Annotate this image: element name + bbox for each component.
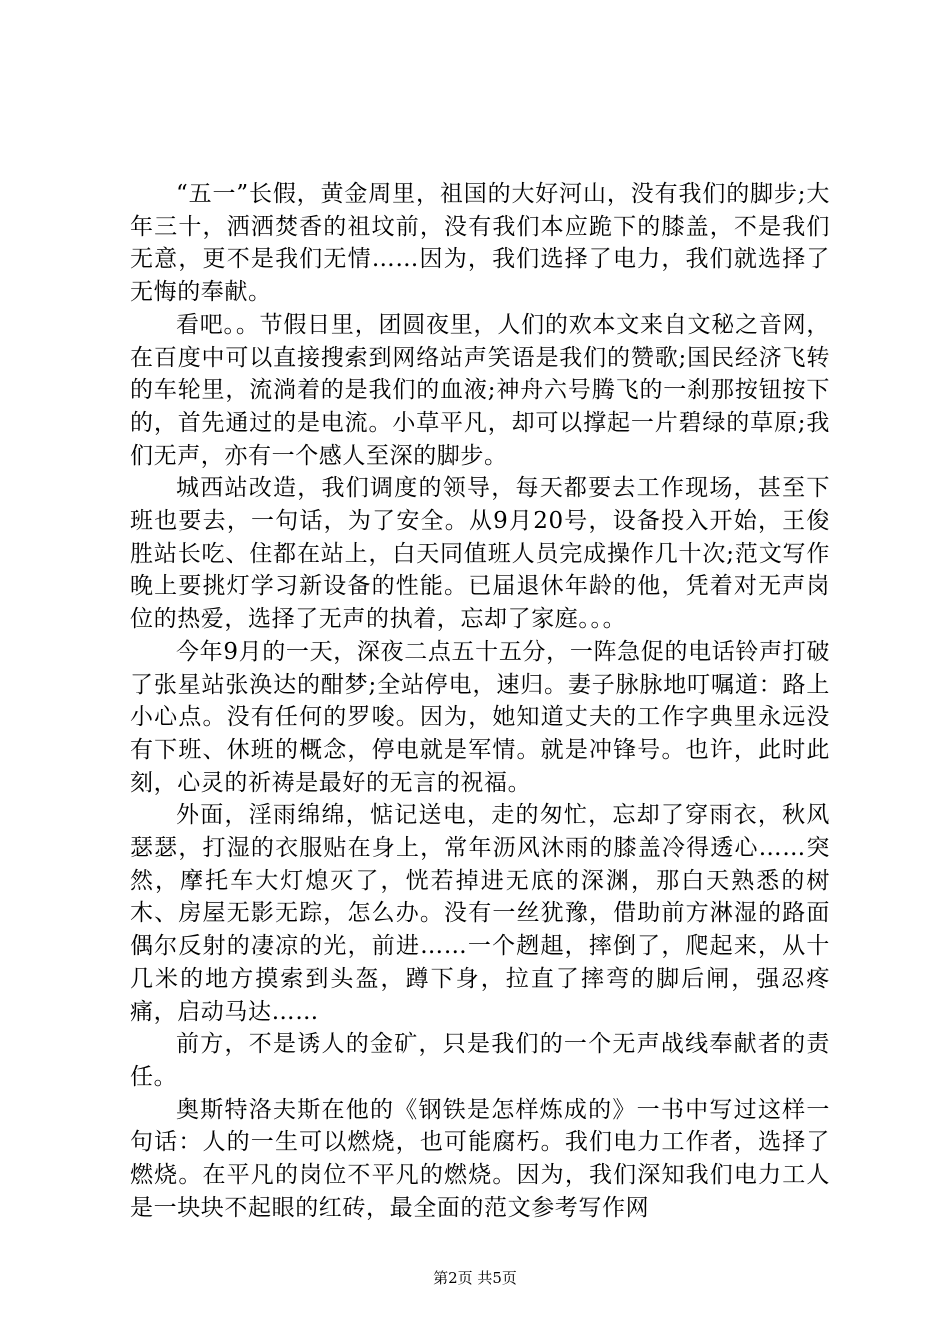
paragraph-1: “五一”长假，黄金周里，祖国的大好河山，没有我们的脚步;大年三十，洒洒焚香的祖坟前，没有我们本应跪下的膝盖，不是我们无意，更不是我们无情……因为，我们选择了电力，我们就选择了无悔的奉献。	[130, 181, 830, 306]
paragraph-5: 外面，淫雨绵绵，惦记送电，走的匆忙，忘却了穿雨衣，秋风瑟瑟，打湿的衣服贴在身上，常年沥风沐雨的膝盖冷得透心……突然，摩托车大灯熄灭了，恍若掉进无底的深渊，那白天熟悉的树木、房屋无影无踪，怎么办。没有一丝犹豫，借助前方淋湿的路面偶尔反射的凄凉的光，前进……一个趔趄，摔倒了，爬起来，从十几米的地方摸索到头盔，蹲下身，拉直了摔弯的脚后闸，强忍疼痛，启动马达……	[130, 802, 830, 1025]
paragraph-4: 今年9月的一天，深夜二点五十五分，一阵急促的电话铃声打破了张星站张涣达的酣梦;全站停电，速归。妻子脉脉地叮嘱道：路上小心点。没有任何的罗唆。因为，她知道丈夫的工作字典里永远没有下班、休班的概念，停电就是军情。就是冲锋号。也许，此时此刻，心灵的祈祷是最好的无言的祝福。	[130, 638, 830, 796]
paragraph-2: 看吧。。节假日里，团圆夜里，人们的欢本文来自文秘之音网，在百度中可以直接搜索到网络站声笑语是我们的赞歌;国民经济飞转的车轮里，流淌着的是我们的血液;神舟六号腾飞的一刹那按钮按下的，首先通过的是电流。小草平凡，却可以撑起一片碧绿的草原;我们无声，亦有一个感人至深的脚步。	[130, 311, 830, 469]
paragraph-3: 城西站改造，我们调度的领导，每天都要去工作现场，甚至下班也要去，一句话，为了安全。从9月20号，设备投入开始，王俊胜站长吃、住都在站上，白天同值班人员完成操作几十次;范文写作晚上要挑灯学习新设备的性能。已届退休年龄的他，凭着对无声岗位的热爱，选择了无声的执着，忘却了家庭。。。	[130, 475, 830, 633]
page-number-footer: 第2页 共5页	[433, 1269, 517, 1287]
paragraph-7: 奥斯特洛夫斯在他的《钢铁是怎样炼成的》一书中写过这样一句话：人的一生可以燃烧，也可能腐朽。我们电力工作者，选择了燃烧。在平凡的岗位不平凡的燃烧。因为，我们深知我们电力工人是一块块不起眼的红砖，最全面的范文参考写作网	[130, 1096, 830, 1221]
paragraph-6: 前方，不是诱人的金矿，只是我们的一个无声战线奉献者的责任。	[130, 1031, 830, 1090]
document-body	[130, 178, 830, 1225]
